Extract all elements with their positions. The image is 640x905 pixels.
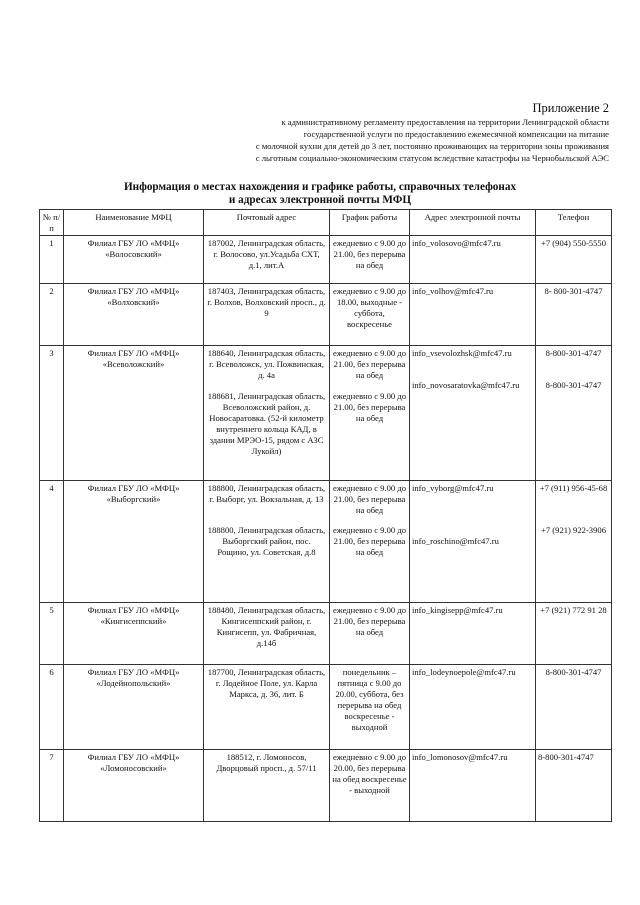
row-email	[410, 603, 536, 665]
row-num: 5	[40, 603, 64, 665]
row-email	[410, 665, 536, 750]
table-row	[40, 665, 612, 750]
address-text: 187002, Ленинградская область, г. Волосово, ул.Усадьба СХТ, д.1, лит.А	[207, 238, 326, 270]
schedule-text: ежедневно с 9.00 до 18.00, выходные - суббота, воскресенье	[332, 286, 407, 329]
email-text[interactable]: info_vyborg@mfc47.ru	[412, 483, 494, 493]
address-text: 188512, г. Ломоносов, Дворцовый просп., д. 57/11	[216, 752, 317, 773]
row-name: Филиал ГБУ ЛО «МФЦ» «Лодейнопольский»	[64, 665, 204, 750]
appendix-label: Приложение 2	[532, 101, 609, 115]
phone-text: 8-800-301-4747	[538, 752, 594, 762]
phone-text: 8-800-301-4747	[545, 380, 602, 390]
row-address	[204, 481, 330, 603]
row-phone	[536, 284, 612, 346]
row-phone	[536, 750, 612, 822]
header-email: Адрес электронной почты	[410, 210, 536, 236]
table-row	[40, 284, 612, 346]
row-schedule	[330, 665, 410, 750]
schedule-text: ежедневно с 9.00 до 21.00, без перерыва на обед	[332, 605, 407, 637]
row-schedule	[330, 603, 410, 665]
document-title	[40, 181, 600, 206]
schedule-text: ежедневно с 9.00 до 20.00, без перерыва на обед воскресенье - выходной	[332, 752, 407, 795]
email-text[interactable]: info_kingisepp@mfc47.ru	[412, 605, 503, 615]
header-num: № п/п	[40, 210, 64, 236]
table-row	[40, 346, 612, 481]
address-text: 188640, Ленинградская область, г. Всеволожск, ул. Пожвинская, д. 4а	[207, 348, 326, 380]
row-address	[204, 346, 330, 481]
email-text[interactable]: info_volosovo@mfc47.ru	[412, 238, 501, 248]
phone-text: +7 (911) 956-45-68	[539, 483, 608, 493]
title-line: и адресах электронной почты МФЦ	[228, 193, 412, 206]
header-schedule: График работы	[330, 210, 410, 236]
table-row	[40, 603, 612, 665]
schedule-text: ежедневно с 9.00 до 21.00, без перерыва на обед	[332, 391, 407, 423]
subtitle-line: к административному регламенту предоставления на территории Ленинградской области	[281, 117, 609, 127]
row-name: Филиал ГБУ ЛО «МФЦ» «Всеволожский»	[64, 346, 204, 481]
row-name: Филиал ГБУ ЛО «МФЦ» «Волховский»	[64, 284, 204, 346]
row-schedule	[330, 346, 410, 481]
schedule-text: ежедневно с 9.00 до 21.00, без перерыва на обед	[332, 238, 407, 270]
phone-text: +7 (921) 772 91 28	[540, 605, 607, 615]
table-row	[40, 236, 612, 284]
email-text[interactable]: info_vsevolozhsk@mfc47.ru	[412, 348, 512, 358]
row-address	[204, 236, 330, 284]
row-address	[204, 284, 330, 346]
row-phone	[536, 236, 612, 284]
row-num: 1	[40, 236, 64, 284]
row-phone	[536, 603, 612, 665]
address-text: 187403, Ленинградская область, г. Волхов, Волховский просп., д. 9	[207, 286, 326, 318]
row-num: 7	[40, 750, 64, 822]
row-email	[410, 346, 536, 481]
row-email	[410, 481, 536, 603]
email-text[interactable]: info_novosaratovka@mfc47.ru	[412, 380, 520, 390]
appendix-subtitle	[89, 116, 609, 164]
row-name: Филиал ГБУ ЛО «МФЦ» «Выборгский»	[64, 481, 204, 603]
row-address	[204, 665, 330, 750]
schedule-text: понедельник – пятница с 9.00 до 20.00, суббота, без перерыва на обед воскресенье - выходной	[335, 667, 404, 732]
row-num: 3	[40, 346, 64, 481]
row-num: 4	[40, 481, 64, 603]
email-text[interactable]: info_volhov@mfc47.ru	[412, 286, 494, 296]
phone-text: +7 (921) 922-3906	[541, 525, 606, 535]
row-schedule	[330, 236, 410, 284]
table-row	[40, 750, 612, 822]
row-phone	[536, 665, 612, 750]
phone-text: 8- 800-301-4747	[544, 286, 603, 296]
row-address	[204, 603, 330, 665]
row-phone	[536, 481, 612, 603]
row-address	[204, 750, 330, 822]
address-text: 188480, Ленинградская область, Кингисеппский район, г. Кингисепп, ул. Фабричная, д.14б	[207, 605, 326, 648]
row-email	[410, 750, 536, 822]
phone-text: 8-800-301-4747	[545, 348, 602, 358]
row-num: 6	[40, 665, 64, 750]
address-text: 188800, Ленинградская область, Выборгский район, пос. Рощино, ул. Советская, д.8	[207, 525, 326, 557]
schedule-text: ежедневно с 9.00 до 21.00, без перерыва на обед	[332, 348, 407, 380]
row-schedule	[330, 284, 410, 346]
row-name: Филиал ГБУ ЛО «МФЦ» «Кингисеппский»	[64, 603, 204, 665]
row-num: 2	[40, 284, 64, 346]
email-text[interactable]: info_roschino@mfc47.ru	[412, 536, 499, 546]
phone-text: 8-800-301-4747	[545, 667, 602, 677]
row-email	[410, 284, 536, 346]
row-schedule	[330, 481, 410, 603]
title-line: Информация о местах нахождения и графике работы, справочных телефонах	[123, 181, 517, 193]
email-text[interactable]: info_lodeynoepole@mfc47.ru	[412, 667, 516, 677]
schedule-text: ежедневно с 9.00 до 21.00, без перерыва на обед	[332, 483, 407, 515]
row-phone	[536, 346, 612, 481]
row-name: Филиал ГБУ ЛО «МФЦ» «Волосовский»	[64, 236, 204, 284]
subtitle-line: с молочной кухни для детей до 3 лет, постоянно проживающих на территории зоны проживания	[255, 141, 609, 151]
row-email	[410, 236, 536, 284]
address-text: 188681, Ленинградская область, Всеволожский район, д. Новосаратовка. (52-й километр внутреннего кольца КАД, в здании МРЭО-15, рядом с АЗС Лукойл)	[207, 391, 326, 456]
subtitle-line: государственной услуги по предоставлению ежемесячной компенсации на питание	[303, 129, 609, 139]
table-row	[40, 481, 612, 603]
header-address: Почтовый адрес	[204, 210, 330, 236]
header-name: Наименование МФЦ	[64, 210, 204, 236]
schedule-text: ежедневно с 9.00 до 21.00, без перерыва на обед	[332, 525, 407, 557]
header-phone: Телефон	[536, 210, 612, 236]
mfc-table	[39, 209, 612, 822]
row-name: Филиал ГБУ ЛО «МФЦ» «Ломоносовский»	[64, 750, 204, 822]
email-text[interactable]: info_lomonosov@mfc47.ru	[412, 752, 508, 762]
address-text: 188800, Ленинградская область, г. Выборг, ул. Вокзальная, д. 13	[207, 483, 326, 504]
table-header-row	[40, 210, 612, 236]
phone-text: +7 (904) 550-5550	[541, 238, 606, 248]
subtitle-line: с льготным социально-экономическим статусом вследствие катастрофы на Чернобыльской АЭС	[255, 153, 609, 163]
address-text: 187700, Ленинградская область, г. Лодейное Поле, ул. Карла Маркса, д. 36, лит. Б	[207, 667, 326, 699]
row-schedule	[330, 750, 410, 822]
